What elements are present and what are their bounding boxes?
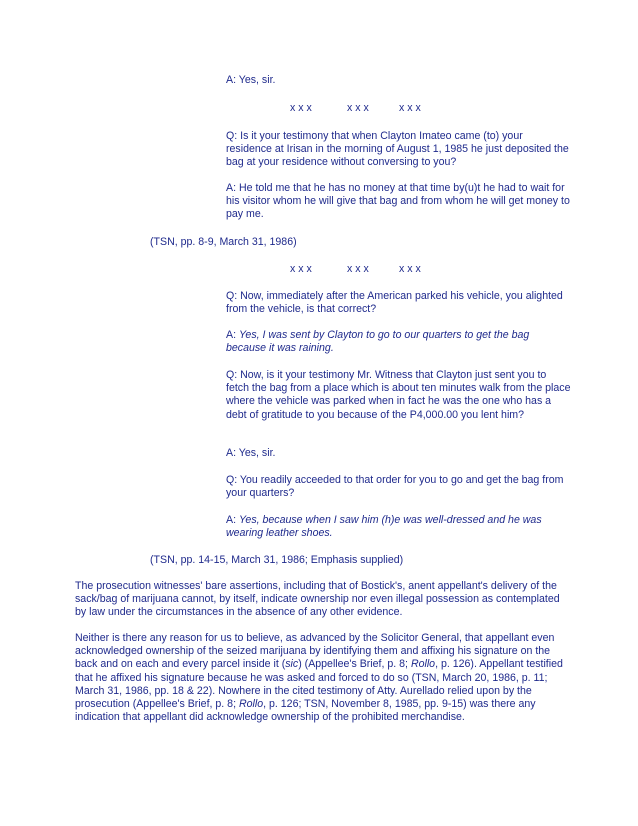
separator-mark: x x x [347,263,369,275]
paragraph-text: , p. 126; TSN, November 8, 1985, pp. 9-15) was there any indication that appellant did acknowledge ownership of the prohibited merchandise. [75,698,536,724]
separator-mark: x x x [399,102,421,114]
paragraph-text: , p. 126). Appellant testified that he affixed his signature because he was asked and forced to do so (TSN, March 20, 1986, p. 11; March 31, 1986, pp. 18 & 22). Nowhere in the cited testimony of Atty. Aurellado relied upon by the prosecution (Appellee's Brief, p. 8; [75,658,563,711]
question-paragraph: Q: Now, immediately after the American parked his vehicle, you alighted from the vehicle, is that correct? [226,290,563,316]
paragraph-text: ) (Appellee's Brief, p. 8; [298,658,411,671]
separator-mark: x x x [399,263,421,275]
ellipsis-separator [226,263,571,277]
italic-sic: sic [285,658,299,671]
italic-rollo: Rollo [238,698,264,711]
emphasized-answer: Yes, I was sent by Clayton to go to our quarters to get the bag because it was raining. [226,329,530,355]
separator-mark: x x x [290,263,312,275]
citation: (TSN, pp. 8-9, March 31, 1986) [150,236,297,248]
ellipsis-separator [226,102,571,116]
emphasized-answer: Yes, because when I saw him (h)e was well-dressed and he was wearing leather shoes. [226,514,542,540]
italic-rollo: Rollo [410,658,436,671]
answer-line: A: Yes, sir. [226,447,276,459]
paragraph-text: Neither is there any reason for us to believe, as advanced by the Solicitor General, that appellant even acknowledged ownership of the seized marijuana by identifying them and affixing his signature on the back and on each and every parcel inside it ( [75,632,555,671]
answer-prefix: A: [226,514,239,526]
answer-paragraph: A: He told me that he has no money at that time by(u)t he had to wait for his visitor whom he will give that bag and from whom he will get money to pay me. [226,182,570,221]
answer-paragraph [226,514,571,540]
body-paragraph: The prosecution witnesses' bare assertions, including that of Bostick's, anent appellant's delivery of the sack/bag of marijuana cannot, by itself, indicate ownership nor even illegal possession as contemplated by law under the circumstances in the absence of any other evidence. [75,580,560,619]
citation: (TSN, pp. 14-15, March 31, 1986; Emphasis supplied) [150,554,404,566]
question-paragraph: Q: Now, is it your testimony Mr. Witness that Clayton just sent you to fetch the bag from a place which is about ten minutes walk from the place where the vehicle was parked when in fact he was the one who has a debt of gratitude to you because of the P4,000.00 you lent him? [226,369,571,421]
question-paragraph: Q: You readily acceeded to that order for you to go and get the bag from your quarters? [226,474,564,500]
separator-mark: x x x [347,102,369,114]
separator-mark: x x x [290,102,312,114]
answer-line: A: Yes, sir. [226,74,276,86]
answer-prefix: A: [226,329,239,341]
body-paragraph [75,632,565,724]
question-paragraph: Q: Is it your testimony that when Clayton Imateo came (to) your residence at Irisan in the morning of August 1, 1985 he just deposited the bag at your residence without conversing to you? [226,130,569,169]
answer-paragraph [226,329,571,355]
